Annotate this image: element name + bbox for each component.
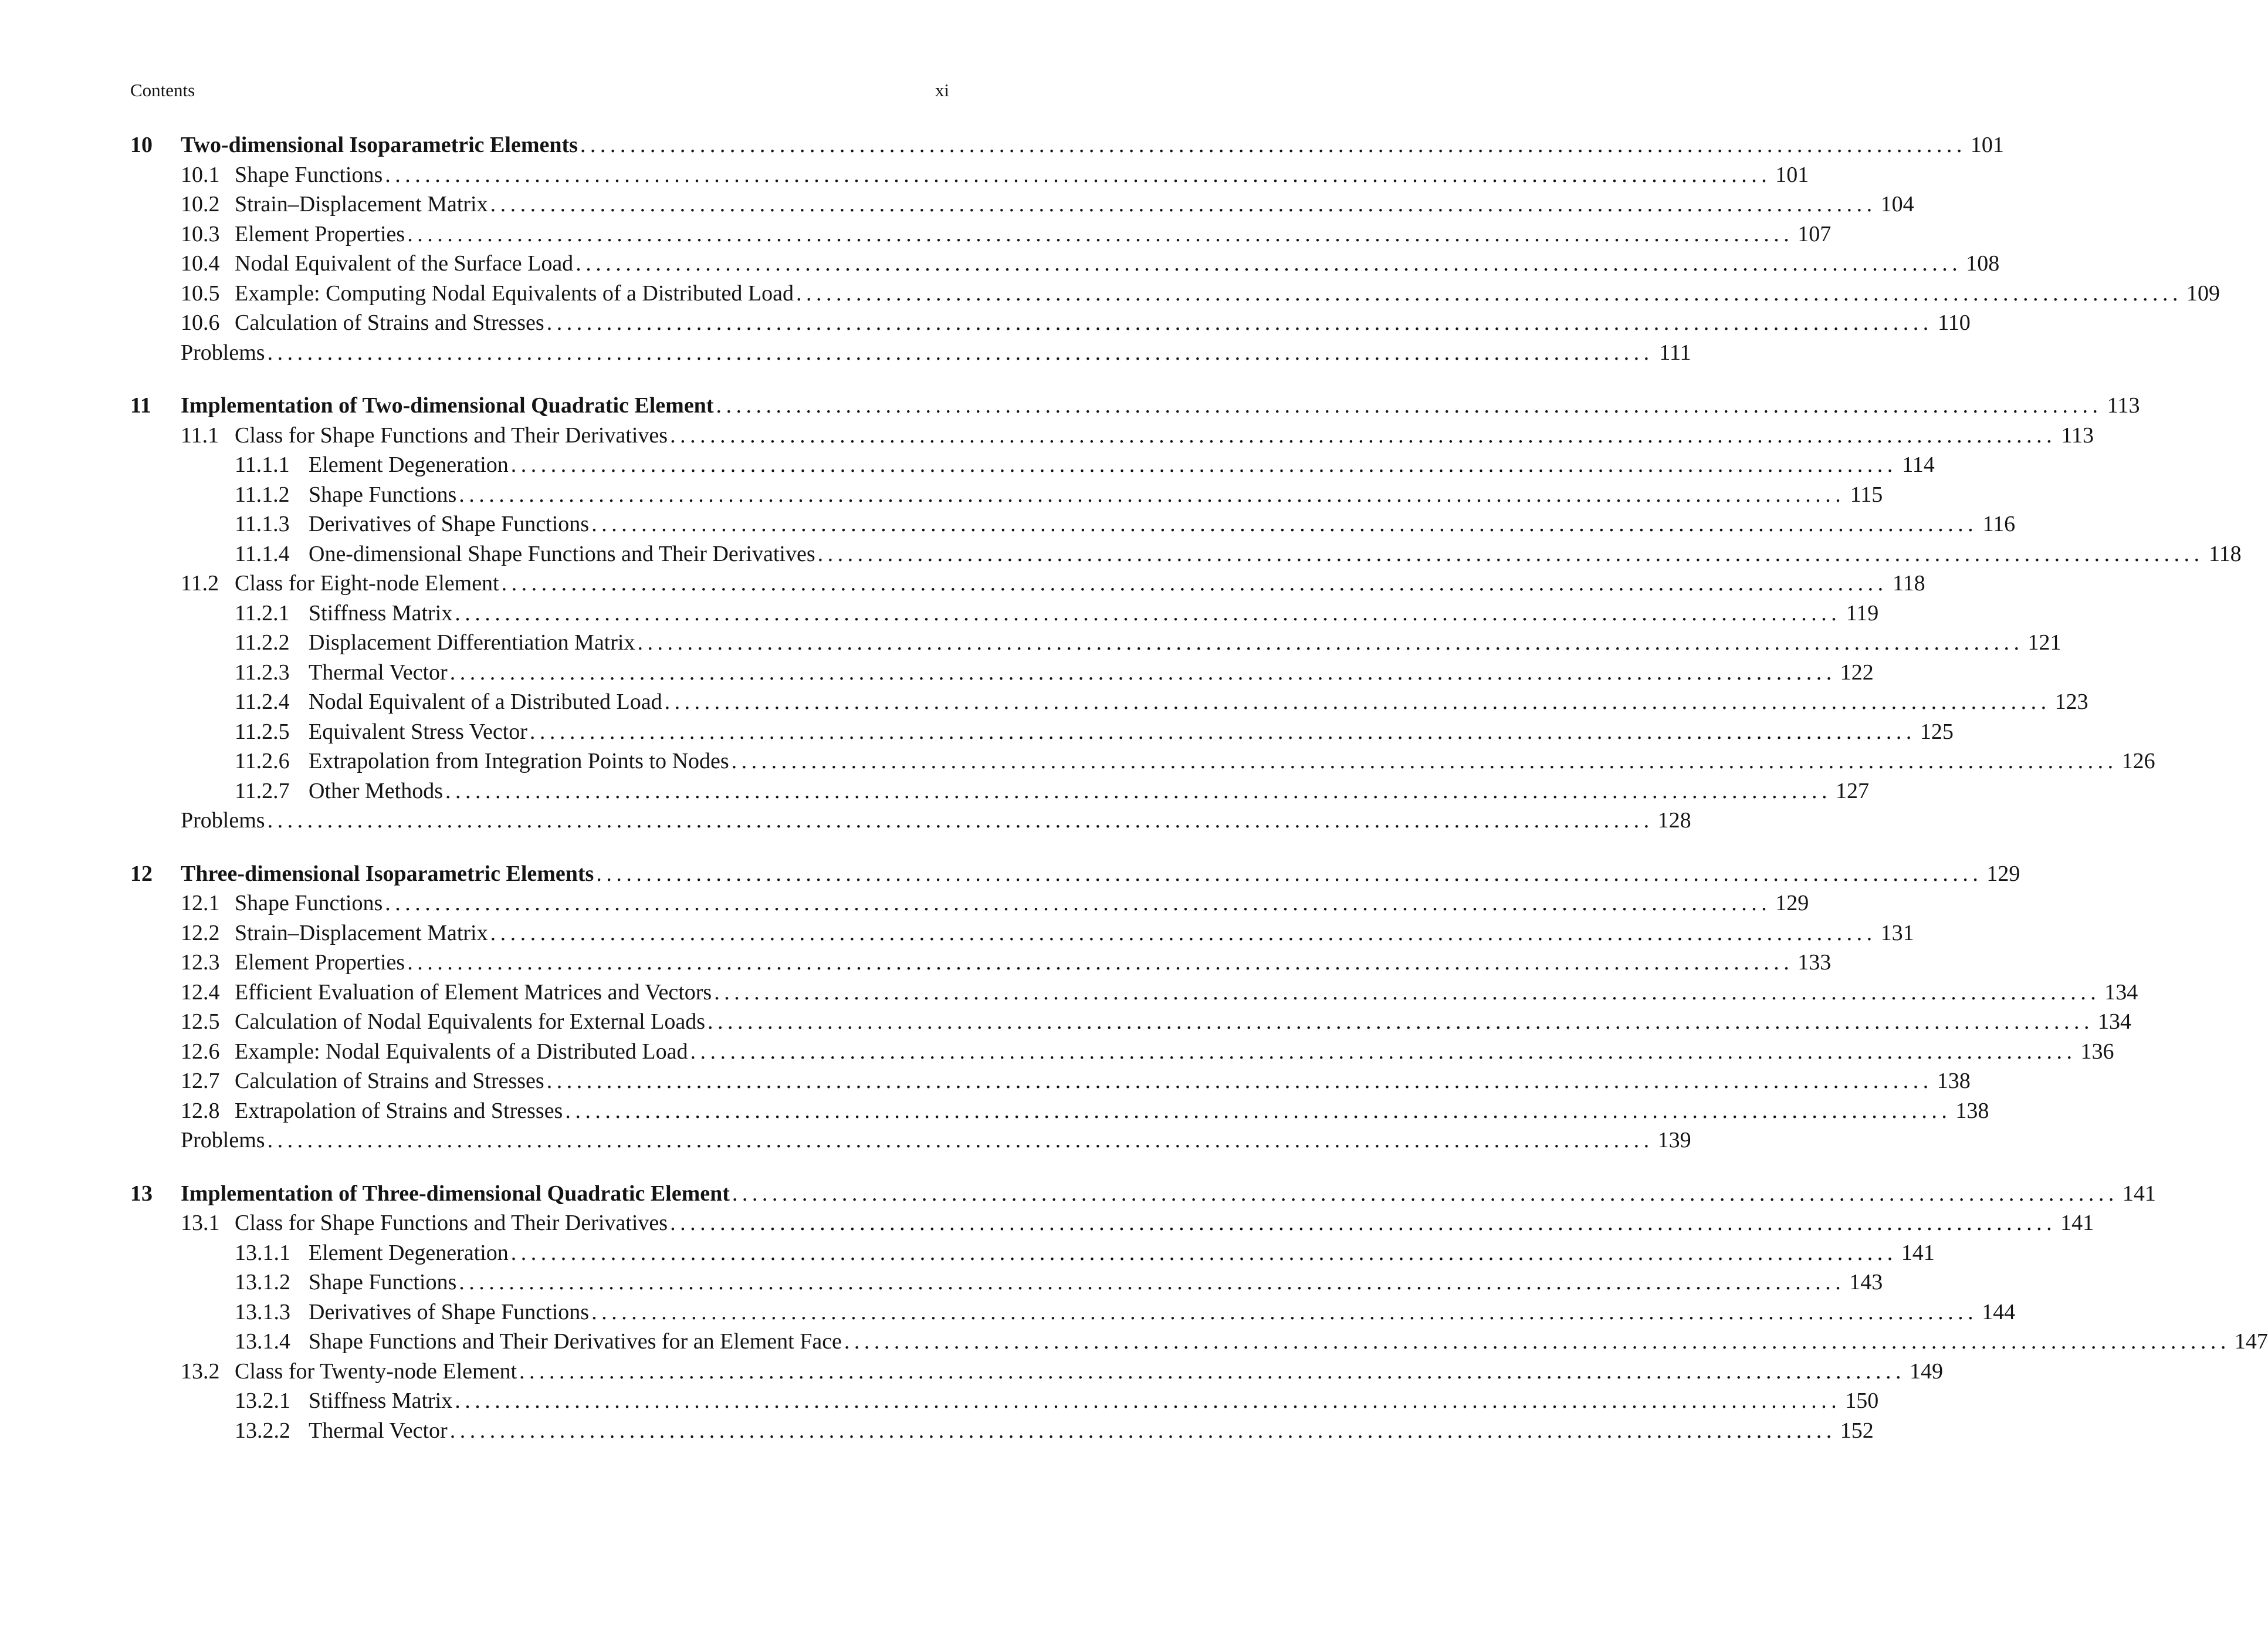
entry-line	[181, 130, 2004, 160]
entry-title: Stiffness Matrix	[309, 1388, 453, 1413]
dot-leader: ...........................................................................................................................................	[580, 133, 1966, 157]
entry-title: Two-dimensional Isoparametric Elements	[181, 133, 578, 157]
toc-subsection-entry[interactable]	[130, 746, 2155, 776]
dot-leader: ...........................................................................................................................................	[385, 891, 1772, 915]
entry-title: Element Properties	[235, 221, 405, 246]
entry-title: Implementation of Two-dimensional Quadratic Element	[181, 393, 714, 418]
dot-leader: ...........................................................................................................................................	[490, 192, 1877, 217]
entry-line	[181, 338, 1691, 367]
entry-line	[309, 746, 2155, 776]
entry-line	[181, 1179, 2156, 1208]
toc-chapter-entry[interactable]	[130, 1179, 2156, 1209]
entry-page-number: 139	[1657, 1128, 1691, 1153]
entry-number: 12.8	[181, 1098, 220, 1123]
entry-title: Extrapolation of Strains and Stresses	[235, 1098, 563, 1123]
entry-page-number: 110	[1938, 310, 1971, 335]
entry-page-number: 129	[1986, 861, 2020, 886]
entry-title: Calculation of Strains and Stresses	[235, 310, 544, 335]
dot-leader: ...........................................................................................................................................	[591, 1299, 1978, 1324]
toc-section-entry[interactable]	[130, 1208, 2094, 1238]
entry-line	[235, 421, 2094, 450]
entry-title: Class for Shape Functions and Their Derivatives	[235, 423, 668, 448]
entry-number: 11.2.4	[235, 690, 290, 714]
dot-leader: ...........................................................................................................................................	[708, 1009, 2094, 1034]
entry-line	[235, 569, 1925, 598]
dot-leader: ...........................................................................................................................................	[714, 979, 2101, 1005]
entry-title: Strain–Displacement Matrix	[235, 192, 488, 217]
toc-subsection-entry[interactable]	[130, 776, 1870, 806]
running-header	[130, 80, 949, 106]
entry-title: Extrapolation from Integration Points to Nodes	[309, 749, 729, 773]
entry-number: 11.2.5	[235, 719, 290, 744]
entry-number: 10.6	[181, 310, 220, 335]
toc-subsection-entry[interactable]	[130, 1268, 1883, 1297]
entry-title: Three-dimensional Isoparametric Elements	[181, 861, 594, 886]
entry-title: Problems	[181, 340, 265, 365]
dot-leader: ...........................................................................................................................................	[459, 482, 1846, 507]
dot-leader: ...........................................................................................................................................	[455, 600, 1842, 626]
entry-page-number: 115	[1850, 482, 1883, 507]
entry-line	[181, 391, 2140, 420]
entry-line	[235, 1007, 2131, 1036]
entry-title: Calculation of Strains and Stresses	[235, 1069, 544, 1093]
entry-line	[309, 1327, 2268, 1356]
dot-leader: ...........................................................................................................................................	[731, 749, 2118, 773]
entry-page-number: 147	[2234, 1329, 2268, 1354]
dot-leader: ...........................................................................................................................................	[510, 1240, 1897, 1265]
entry-line	[309, 687, 2088, 717]
entry-page-number: 111	[1659, 340, 1691, 365]
entry-page-number: 119	[1846, 600, 1879, 626]
toc-subsection-entry[interactable]	[130, 1386, 1879, 1416]
toc-section-entry[interactable]	[130, 1096, 1989, 1126]
entry-number: 11.2.7	[235, 778, 290, 803]
entry-number: 13.2.1	[235, 1388, 290, 1413]
entry-line	[235, 1066, 1971, 1096]
entry-number: 12.7	[181, 1069, 220, 1093]
toc-section-entry[interactable]	[130, 1037, 2114, 1067]
dot-leader: ...........................................................................................................................................	[591, 512, 1978, 536]
entry-line	[235, 1096, 1989, 1126]
toc-section-entry[interactable]	[130, 918, 1914, 948]
toc-subsection-entry[interactable]	[130, 480, 1883, 510]
entry-title: Element Properties	[235, 950, 405, 975]
entry-number: 13.1.2	[235, 1270, 290, 1295]
dot-leader: ...........................................................................................................................................	[817, 541, 2204, 566]
dot-leader: ...........................................................................................................................................	[716, 393, 2103, 418]
entry-page-number: 138	[1955, 1098, 1989, 1123]
entry-number: 11.2.1	[235, 600, 290, 626]
entry-line	[309, 658, 1874, 687]
entry-page-number: 134	[2098, 1009, 2131, 1034]
entry-title: Shape Functions	[235, 891, 383, 915]
entry-line	[181, 1126, 1691, 1155]
entry-number: 10.3	[181, 221, 220, 246]
entry-number: 13	[130, 1181, 153, 1206]
toc-section-entry[interactable]	[130, 569, 1925, 599]
entry-title: One-dimensional Shape Functions and Their Derivatives	[309, 541, 815, 566]
entry-page-number: 122	[1840, 660, 1874, 685]
entry-title: Class for Shape Functions and Their Derivatives	[235, 1211, 668, 1235]
dot-leader: ...........................................................................................................................................	[690, 1039, 2077, 1064]
entry-page-number: 116	[1982, 512, 2016, 536]
dot-leader: ...........................................................................................................................................	[546, 1069, 1933, 1093]
toc-section-entry[interactable]	[130, 279, 2220, 309]
toc-chapter-entry[interactable]	[130, 391, 2140, 421]
entry-line	[309, 509, 2016, 539]
entry-line	[235, 249, 2000, 278]
entry-page-number: 118	[1893, 571, 1925, 596]
entry-number: 12.3	[181, 950, 220, 975]
toc-problems-entry[interactable]	[130, 806, 1691, 836]
entry-line	[235, 978, 2138, 1007]
entry-line	[309, 628, 2061, 657]
entry-number: 11	[130, 393, 151, 418]
entry-number: 11.1	[181, 423, 219, 448]
entry-page-number: 141	[1901, 1240, 1935, 1265]
entry-number: 12	[130, 861, 153, 886]
entry-line	[235, 308, 1971, 337]
entry-line	[235, 1208, 2094, 1238]
dot-leader: ...........................................................................................................................................	[796, 280, 2182, 306]
toc-chapter-entry[interactable]	[130, 859, 2020, 889]
entry-page-number: 128	[1657, 808, 1691, 833]
entry-title: Derivatives of Shape Functions	[309, 1299, 590, 1324]
entry-number: 11.2.3	[235, 660, 290, 685]
entry-number: 12.4	[181, 979, 220, 1005]
dot-leader: ...........................................................................................................................................	[407, 950, 1794, 975]
entry-page-number: 113	[2061, 423, 2094, 448]
dot-leader: ...........................................................................................................................................	[670, 423, 2057, 448]
entry-number: 13.1.4	[235, 1329, 290, 1354]
entry-page-number: 108	[1966, 251, 2000, 276]
entry-number: 11.1.4	[235, 541, 290, 566]
entry-title: Thermal Vector	[309, 660, 448, 685]
entry-title: Equivalent Stress Vector	[309, 719, 527, 744]
entry-page-number: 107	[1798, 221, 1832, 246]
entry-line	[309, 480, 1883, 509]
dot-leader: ...........................................................................................................................................	[519, 1358, 1906, 1384]
dot-leader: ...........................................................................................................................................	[445, 778, 1832, 803]
entry-title: Nodal Equivalent of the Surface Load	[235, 251, 574, 276]
entry-line	[181, 806, 1691, 835]
entry-title: Implementation of Three-dimensional Quadratic Element	[181, 1181, 730, 1206]
toc-problems-entry[interactable]	[130, 338, 1691, 368]
chapter-block	[130, 859, 2138, 1155]
entry-line	[235, 948, 1832, 977]
entry-line	[309, 1297, 2016, 1327]
toc-subsection-entry[interactable]	[130, 1327, 2268, 1357]
entry-page-number: 138	[1937, 1069, 1971, 1093]
toc-section-entry[interactable]	[130, 421, 2094, 451]
entry-title: Class for Twenty-node Element	[235, 1358, 517, 1384]
toc-subsection-entry[interactable]	[130, 450, 1935, 480]
toc-subsection-entry[interactable]	[130, 717, 1954, 747]
entry-page-number: 118	[2209, 541, 2242, 566]
entry-line	[235, 918, 1914, 948]
entry-number: 10	[130, 133, 153, 157]
entry-page-number: 101	[1775, 162, 1809, 187]
toc-problems-entry[interactable]	[130, 1126, 1691, 1155]
entry-line	[309, 599, 1879, 628]
entry-title: Derivatives of Shape Functions	[309, 512, 590, 536]
toc-section-entry[interactable]	[130, 249, 2000, 279]
entry-title: Strain–Displacement Matrix	[235, 920, 488, 945]
entry-title: Problems	[181, 1128, 265, 1153]
table-of-contents	[130, 130, 2268, 1469]
entry-page-number: 101	[1970, 133, 2004, 157]
chapter-block	[130, 130, 2220, 367]
entry-number: 11.1.3	[235, 512, 290, 536]
entry-page-number: 113	[2107, 393, 2140, 418]
dot-leader: ...........................................................................................................................................	[267, 808, 1654, 833]
dot-leader: ...........................................................................................................................................	[455, 1388, 1842, 1413]
entry-number: 13.2	[181, 1358, 220, 1384]
entry-number: 11.2	[181, 571, 219, 596]
entry-line	[309, 450, 1935, 479]
entry-title: Class for Eight-node Element	[235, 571, 499, 596]
entry-title: Thermal Vector	[309, 1418, 448, 1443]
entry-title: Nodal Equivalent of a Distributed Load	[309, 690, 662, 714]
entry-number: 12.5	[181, 1009, 220, 1034]
toc-section-entry[interactable]	[130, 1066, 1971, 1096]
dot-leader: ...........................................................................................................................................	[565, 1098, 1952, 1123]
dot-leader: ...........................................................................................................................................	[407, 221, 1794, 246]
entry-number: 10.4	[181, 251, 220, 276]
toc-subsection-entry[interactable]	[130, 1238, 1935, 1268]
entry-title: Shape Functions	[309, 482, 457, 507]
entry-title: Example: Nodal Equivalents of a Distributed Load	[235, 1039, 688, 1064]
entry-number: 10.1	[181, 162, 220, 187]
entry-page-number: 150	[1845, 1388, 1879, 1413]
dot-leader: ...........................................................................................................................................	[449, 660, 1836, 685]
entry-title: Displacement Differentiation Matrix	[309, 630, 635, 655]
entry-title: Shape Functions and Their Derivatives for an Element Face	[309, 1329, 842, 1354]
toc-subsection-entry[interactable]	[130, 658, 1874, 688]
entry-page-number: 136	[2080, 1039, 2114, 1064]
dot-leader: ...........................................................................................................................................	[490, 920, 1877, 945]
entry-title: Shape Functions	[235, 162, 383, 187]
entry-title: Element Degeneration	[309, 1240, 509, 1265]
entry-line	[181, 859, 2020, 888]
entry-page-number: 141	[2060, 1211, 2094, 1235]
entry-number: 11.2.2	[235, 630, 290, 655]
dot-leader: ...........................................................................................................................................	[670, 1211, 2057, 1235]
dot-leader: ...........................................................................................................................................	[385, 162, 1772, 187]
entry-page-number: 109	[2186, 280, 2220, 306]
dot-leader: ...........................................................................................................................................	[576, 251, 1962, 276]
entry-title: Calculation of Nodal Equivalents for External Loads	[235, 1009, 705, 1034]
page-number: xi	[935, 80, 949, 100]
toc-subsection-entry[interactable]	[130, 1297, 2016, 1327]
entry-page-number: 104	[1880, 192, 1914, 217]
dot-leader: ...........................................................................................................................................	[732, 1181, 2118, 1206]
entry-line	[235, 888, 1809, 918]
entry-number: 13.2.2	[235, 1418, 290, 1443]
entry-line	[235, 219, 1832, 249]
toc-section-entry[interactable]	[130, 308, 1971, 338]
chapter-block	[130, 1179, 2268, 1446]
entry-number: 13.1.3	[235, 1299, 290, 1324]
dot-leader: ...........................................................................................................................................	[459, 1270, 1846, 1295]
entry-line	[235, 1037, 2114, 1066]
entry-page-number: 126	[2121, 749, 2155, 773]
toc-section-entry[interactable]	[130, 219, 1832, 249]
dot-leader: ...........................................................................................................................................	[267, 340, 1654, 365]
toc-section-entry[interactable]	[130, 888, 1809, 918]
entry-page-number: 114	[1902, 452, 1935, 477]
entry-line	[309, 539, 2242, 569]
entry-number: 10.2	[181, 192, 220, 217]
entry-page-number: 143	[1849, 1270, 1883, 1295]
toc-subsection-entry[interactable]	[130, 509, 2016, 539]
running-header-title: Contents	[130, 80, 195, 100]
entry-line	[309, 1416, 1874, 1445]
toc-section-entry[interactable]	[130, 160, 1809, 190]
toc-section-entry[interactable]	[130, 1357, 1944, 1387]
toc-subsection-entry[interactable]	[130, 539, 2242, 569]
dot-leader: ...........................................................................................................................................	[596, 861, 1983, 886]
toc-chapter-entry[interactable]	[130, 130, 2004, 160]
entry-page-number: 123	[2054, 690, 2088, 714]
dot-leader: ...........................................................................................................................................	[267, 1128, 1654, 1153]
dot-leader: ...........................................................................................................................................	[546, 310, 1933, 335]
entry-number: 11.2.6	[235, 749, 290, 773]
entry-page-number: 125	[1920, 719, 1954, 744]
toc-section-entry[interactable]	[130, 978, 2138, 1008]
toc-subsection-entry[interactable]	[130, 1416, 1874, 1446]
entry-page-number: 134	[2104, 979, 2138, 1005]
entry-title: Problems	[181, 808, 265, 833]
dot-leader: ...........................................................................................................................................	[501, 571, 1888, 596]
toc-subsection-entry[interactable]	[130, 687, 2088, 717]
entry-number: 11.1.2	[235, 482, 290, 507]
entry-title: Example: Computing Nodal Equivalents of a Distributed Load	[235, 280, 794, 306]
entry-page-number: 121	[2027, 630, 2061, 655]
entry-page-number: 149	[1910, 1358, 1944, 1384]
toc-subsection-entry[interactable]	[130, 628, 2061, 658]
toc-section-entry[interactable]	[130, 1007, 2131, 1037]
entry-title: Efficient Evaluation of Element Matrices and Vectors	[235, 979, 712, 1005]
entry-page-number: 127	[1836, 778, 1870, 803]
entry-title: Other Methods	[309, 778, 444, 803]
toc-subsection-entry[interactable]	[130, 599, 1879, 628]
entry-title: Element Degeneration	[309, 452, 509, 477]
dot-leader: ...........................................................................................................................................	[637, 630, 2024, 655]
dot-leader: ...........................................................................................................................................	[664, 690, 2051, 714]
entry-page-number: 152	[1840, 1418, 1874, 1443]
entry-title: Shape Functions	[309, 1270, 457, 1295]
entry-page-number: 144	[1982, 1299, 2016, 1324]
entry-line	[235, 160, 1809, 190]
dot-leader: ...........................................................................................................................................	[844, 1329, 2230, 1354]
entry-number: 12.2	[181, 920, 220, 945]
entry-line	[309, 1268, 1883, 1297]
entry-page-number: 141	[2122, 1181, 2156, 1206]
dot-leader: ...........................................................................................................................................	[449, 1418, 1836, 1443]
entry-line	[235, 279, 2220, 308]
entry-page-number: 133	[1798, 950, 1832, 975]
entry-line	[309, 1238, 1935, 1268]
dot-leader: ...........................................................................................................................................	[510, 452, 1897, 477]
entry-title: Stiffness Matrix	[309, 600, 453, 626]
entry-line	[235, 1357, 1944, 1386]
entry-line	[309, 776, 1870, 806]
entry-number: 13.1	[181, 1211, 220, 1235]
entry-line	[309, 717, 1954, 746]
entry-page-number: 131	[1880, 920, 1914, 945]
toc-section-entry[interactable]	[130, 948, 1832, 978]
entry-page-number: 129	[1775, 891, 1809, 915]
toc-section-entry[interactable]	[130, 190, 1914, 219]
entry-number: 11.1.1	[235, 452, 290, 477]
entry-number: 10.5	[181, 280, 220, 306]
dot-leader: ...........................................................................................................................................	[529, 719, 1916, 744]
entry-line	[235, 190, 1914, 219]
entry-line	[309, 1386, 1879, 1415]
entry-number: 13.1.1	[235, 1240, 290, 1265]
chapter-block	[130, 391, 2242, 836]
entry-number: 12.1	[181, 891, 220, 915]
entry-number: 12.6	[181, 1039, 220, 1064]
